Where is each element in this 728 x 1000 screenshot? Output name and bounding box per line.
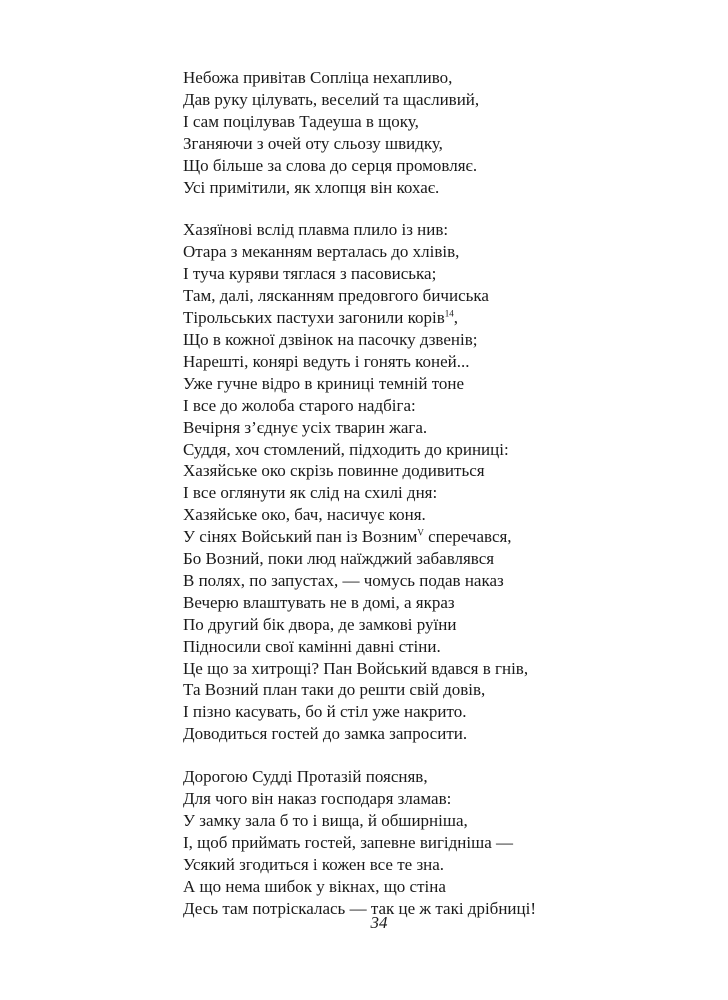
- verse-text: Там, далі, лясканням предовгого бичиська: [183, 286, 489, 306]
- verse-text: Дав руку цілувать, веселий та щасливий,: [183, 89, 480, 109]
- verse-text: Дорогою Судді Протазій поясняв,: [183, 767, 428, 787]
- page-number: 34: [370, 913, 388, 932]
- verse-line: [183, 810, 703, 832]
- verse-text: Хазяйське око, бач, насичує коня.: [183, 505, 426, 525]
- verse-line: [183, 111, 703, 133]
- verse-text: Та Возний план таки до решти свій довів,: [183, 680, 486, 700]
- verse-text: Це що за хитрощі? Пан Войський вдався в гнів,: [183, 658, 529, 678]
- verse-line: [183, 788, 703, 810]
- verse-text: Усі примітили, як хлопця він кохає.: [183, 177, 440, 197]
- verse-line: [183, 526, 703, 548]
- verse-line: [183, 155, 703, 177]
- verse-line: [183, 177, 703, 199]
- verse-text: Доводиться гостей до замка запросити.: [183, 724, 468, 744]
- verse-line: [183, 766, 703, 788]
- verse-text: І все оглянути як слід на схилі дня:: [183, 483, 438, 503]
- verse-text: Нарешті, конярі ведуть і гонять коней...: [183, 351, 470, 371]
- verse-text: І все до жолоба старого надбіга:: [183, 395, 416, 415]
- verse-line: [183, 504, 703, 526]
- verse-line: [183, 263, 703, 285]
- verse-text: Хазяйське око скрізь повинне додивиться: [183, 461, 485, 481]
- verse-line: [183, 351, 703, 373]
- verse-text: Що в кожної дзвінок на пасочку дзвенів;: [183, 329, 478, 349]
- verse-text: Небожа привітав Сопліца нехапливо,: [183, 68, 453, 87]
- verse-line: [183, 67, 703, 89]
- stanza: [183, 67, 703, 198]
- verse-text: У сінях Войський пан із Возним: [183, 527, 418, 547]
- verse-text: Хазяїнові вслід плавма плило із нив:: [183, 220, 449, 240]
- verse-line: [183, 548, 703, 570]
- verse-line: [183, 482, 703, 504]
- verse-line: [183, 658, 703, 680]
- verse-text: Вечірня з’єднує усіх тварин жага.: [183, 417, 428, 437]
- verse-text: У замку зала б то і вища, й обширніша,: [183, 811, 468, 830]
- verse-text: Для чого він наказ господаря зламав:: [183, 789, 452, 809]
- verse-line: [183, 89, 703, 111]
- verse-line: [183, 723, 703, 745]
- verse-line: [183, 570, 703, 592]
- verse-line: [183, 876, 703, 898]
- verse-text: Що більше за слова до серця промовляє.: [183, 155, 478, 175]
- footnote-marker: V: [417, 527, 424, 538]
- verse-line: [183, 614, 703, 636]
- verse-text: Тірольських пастухи загонили корів: [183, 308, 445, 328]
- verse-line: [183, 854, 703, 876]
- verse-text: Усякий згодиться і кожен все те зна.: [183, 854, 445, 874]
- verse-line: [183, 241, 703, 263]
- verse-line: [183, 307, 703, 329]
- verse-line: [183, 439, 703, 461]
- verse-text: Зганяючи з очей оту сльозу швидку,: [183, 133, 443, 153]
- verse-line: [183, 373, 703, 395]
- stanza: [183, 766, 703, 919]
- verse-text: А що нема шибок у вікнах, що стіна: [183, 876, 446, 896]
- verse-text: І пізно касувать, бо й стіл уже накрито.: [183, 702, 467, 722]
- verse-line: [183, 133, 703, 155]
- verse-line: [183, 636, 703, 658]
- verse-text: Отара з меканням верталась до хлівів,: [183, 242, 460, 262]
- verse-text: Вечерю влаштувать не в домі, а якраз: [183, 592, 455, 612]
- verse-text: Суддя, хоч стомлений, підходить до криниці:: [183, 439, 509, 459]
- verse-text: І сам поцілував Тадеуша в щоку,: [183, 111, 419, 131]
- verse-line: [183, 219, 703, 241]
- verse-text: В полях, по запустах, — чомусь подав наказ: [183, 570, 504, 590]
- verse-line: [183, 701, 703, 723]
- stanza-gap: [183, 745, 703, 766]
- verse-text: По другий бік двора, де замкові руїни: [183, 614, 457, 634]
- verse-line: [183, 592, 703, 614]
- verse-text: І, щоб приймать гостей, запевне вигідніша —: [183, 832, 513, 852]
- verse-text: Підносили свої камінні давні стіни.: [183, 636, 441, 656]
- verse-line: [183, 460, 703, 482]
- footnote-marker: 14: [444, 308, 454, 319]
- verse-text: Десь там потріскалась — так це ж такі дрібниці!: [183, 898, 537, 918]
- stanza: [183, 219, 703, 745]
- stanza-gap: [183, 198, 703, 219]
- verse-text: І туча куряви тяглася з пасовиська;: [183, 264, 437, 284]
- verse-line: [183, 417, 703, 439]
- verse-line: [183, 679, 703, 701]
- verse-text: Уже гучне відро в криниці темній тоне: [183, 373, 465, 393]
- verse-text-tail: ,: [453, 308, 458, 328]
- poem-text: [183, 67, 703, 920]
- verse-text: Бо Возний, поки люд наїжджий забавлявся: [183, 549, 495, 569]
- verse-text-tail: сперечався,: [423, 527, 512, 547]
- verse-line: [183, 285, 703, 307]
- verse-line: [183, 329, 703, 351]
- verse-line: [183, 395, 703, 417]
- verse-line: [183, 832, 703, 854]
